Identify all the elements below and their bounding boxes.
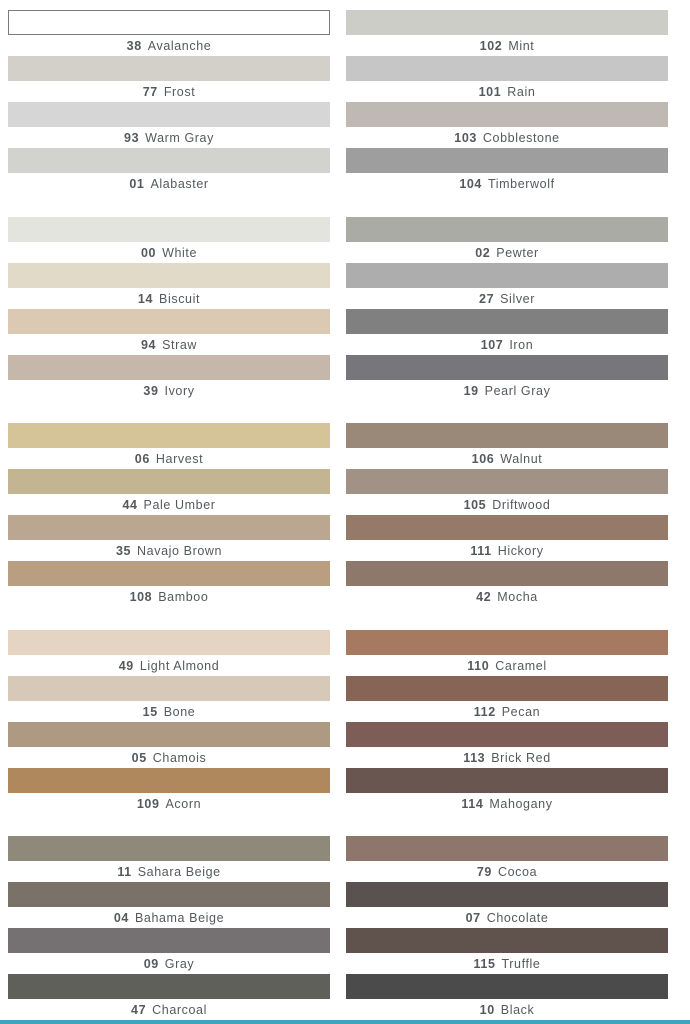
color-sample-harvest xyxy=(8,423,330,469)
color-label xyxy=(8,452,330,466)
color-sample-cobblestone xyxy=(346,102,668,148)
color-number: 38 xyxy=(126,39,142,53)
color-sample-bamboo xyxy=(8,561,330,607)
color-sample-pearl-gray xyxy=(346,355,668,401)
color-label xyxy=(346,705,668,719)
color-name: Pale Umber xyxy=(143,498,216,512)
color-swatch xyxy=(346,217,668,242)
color-label xyxy=(8,131,330,145)
color-name: Silver xyxy=(500,291,535,306)
color-swatch xyxy=(346,515,668,540)
color-label xyxy=(346,85,668,99)
color-swatch xyxy=(346,928,668,953)
color-swatch xyxy=(8,355,330,380)
color-label xyxy=(346,384,668,398)
color-number: 102 xyxy=(479,39,503,53)
color-number: 107 xyxy=(480,337,504,352)
color-label xyxy=(8,751,330,765)
color-sample-gray xyxy=(8,928,330,974)
color-swatch xyxy=(8,928,330,953)
color-sample-rain xyxy=(346,56,668,102)
color-swatch xyxy=(8,10,330,35)
color-sample-mocha xyxy=(346,561,668,607)
color-swatch xyxy=(8,56,330,81)
color-sample-walnut xyxy=(346,423,668,469)
color-swatch xyxy=(8,263,330,288)
color-swatch xyxy=(8,561,330,586)
color-label xyxy=(8,705,330,719)
color-swatch xyxy=(346,56,668,81)
color-name: Cocoa xyxy=(497,865,538,879)
color-label xyxy=(346,957,668,971)
color-name: Warm Gray xyxy=(145,131,214,145)
color-name: Biscuit xyxy=(159,291,201,306)
color-swatch xyxy=(346,469,668,494)
color-name: Rain xyxy=(507,85,536,99)
color-name: Charcoal xyxy=(152,1003,207,1017)
color-swatch xyxy=(346,882,668,907)
color-sample-acorn xyxy=(8,768,330,814)
color-name: Alabaster xyxy=(150,177,209,191)
color-label xyxy=(8,659,330,673)
color-name: Iron xyxy=(509,337,534,352)
color-number: 47 xyxy=(131,1003,147,1017)
color-sample-pewter xyxy=(346,217,668,263)
color-label xyxy=(8,590,330,604)
color-swatch xyxy=(8,630,330,655)
color-name: Truffle xyxy=(501,957,541,971)
color-label xyxy=(346,39,668,53)
color-sample-sahara-beige xyxy=(8,836,330,882)
color-swatch xyxy=(8,836,330,861)
color-sample-bahama-beige xyxy=(8,882,330,928)
color-swatch xyxy=(8,974,330,999)
color-number: 94 xyxy=(140,337,157,352)
color-sample-avalanche xyxy=(8,10,330,56)
color-name: Caramel xyxy=(495,658,547,673)
color-name: Mint xyxy=(508,39,535,53)
color-swatch xyxy=(346,423,668,448)
color-name: Mahogany xyxy=(489,796,553,811)
color-name: Acorn xyxy=(165,796,202,811)
color-number: 06 xyxy=(134,452,150,466)
color-name: Chocolate xyxy=(486,911,549,925)
color-label xyxy=(346,659,668,673)
color-swatch xyxy=(8,309,330,334)
color-number: 07 xyxy=(465,911,481,925)
color-swatch xyxy=(8,217,330,242)
color-number: 09 xyxy=(143,957,159,971)
color-label xyxy=(8,865,330,879)
color-number: 105 xyxy=(463,498,487,512)
color-name: Avalanche xyxy=(147,39,212,53)
color-label xyxy=(8,498,330,512)
color-swatch xyxy=(346,768,668,793)
color-swatch xyxy=(8,882,330,907)
color-sample-charcoal xyxy=(8,974,330,1020)
color-number: 42 xyxy=(476,590,492,604)
color-label xyxy=(8,177,330,191)
color-sample-navajo-brown xyxy=(8,515,330,561)
color-swatch xyxy=(8,768,330,793)
color-sample-brick-red xyxy=(346,722,668,768)
color-number: 35 xyxy=(115,544,132,558)
color-label xyxy=(346,498,668,512)
color-sample-light-almond xyxy=(8,630,330,676)
color-name: Hickory xyxy=(497,544,544,558)
color-name: Timberwolf xyxy=(487,177,555,191)
color-number: 00 xyxy=(140,245,157,260)
color-number: 44 xyxy=(122,498,138,512)
color-number: 103 xyxy=(454,131,477,145)
color-number: 02 xyxy=(475,245,491,260)
color-number: 39 xyxy=(143,383,159,398)
color-sample-timberwolf xyxy=(346,148,668,194)
color-swatch xyxy=(346,10,668,35)
color-number: 10 xyxy=(479,1003,495,1017)
color-sample-silver xyxy=(346,263,668,309)
color-label xyxy=(8,544,330,558)
color-sample-chamois xyxy=(8,722,330,768)
color-sample-driftwood xyxy=(346,469,668,515)
color-sample-truffle xyxy=(346,928,668,974)
color-name: Pewter xyxy=(496,245,539,260)
color-swatch xyxy=(346,309,668,334)
color-label xyxy=(346,246,668,260)
color-name: Bahama Beige xyxy=(134,911,225,925)
color-label xyxy=(346,751,668,765)
color-label xyxy=(8,797,330,811)
color-name: Pearl Gray xyxy=(484,383,551,398)
color-label xyxy=(8,1003,330,1017)
color-sample-caramel xyxy=(346,630,668,676)
color-label xyxy=(346,797,668,811)
color-number: 11 xyxy=(117,865,132,879)
color-sample-hickory xyxy=(346,515,668,561)
color-number: 111 xyxy=(470,544,492,558)
bottom-rule xyxy=(0,1020,690,1024)
color-number: 27 xyxy=(479,291,495,306)
color-name: Cobblestone xyxy=(482,131,560,145)
color-name: Chamois xyxy=(152,750,207,765)
color-number: 15 xyxy=(142,704,158,719)
color-label xyxy=(346,911,668,925)
color-name: Sahara Beige xyxy=(137,865,221,879)
color-sample-alabaster xyxy=(8,148,330,194)
color-name: Bamboo xyxy=(158,590,209,604)
color-sample-cocoa xyxy=(346,836,668,882)
color-name: Bone xyxy=(163,704,196,719)
color-number: 79 xyxy=(476,865,492,879)
color-label xyxy=(346,292,668,306)
color-swatch xyxy=(8,515,330,540)
color-name: Black xyxy=(500,1003,535,1017)
color-name: Ivory xyxy=(164,383,195,398)
color-sample-pale-umber xyxy=(8,469,330,515)
color-name: Mocha xyxy=(497,590,538,604)
color-sample-mint xyxy=(346,10,668,56)
color-name: Gray xyxy=(164,957,195,971)
color-sample-bone xyxy=(8,676,330,722)
color-swatch xyxy=(346,836,668,861)
color-swatch xyxy=(346,630,668,655)
color-sample-mahogany xyxy=(346,768,668,814)
color-number: 14 xyxy=(137,291,154,306)
color-name: Frost xyxy=(163,85,196,99)
color-name: Light Almond xyxy=(139,658,220,673)
color-name: White xyxy=(162,245,198,260)
color-swatch xyxy=(8,469,330,494)
color-number: 19 xyxy=(463,383,479,398)
color-label xyxy=(8,39,330,53)
color-number: 93 xyxy=(124,131,140,145)
color-sample-pecan xyxy=(346,676,668,722)
color-number: 108 xyxy=(129,590,153,604)
color-swatch xyxy=(346,148,668,173)
color-swatch xyxy=(346,102,668,127)
color-number: 05 xyxy=(131,750,147,765)
color-sample-chocolate xyxy=(346,882,668,928)
color-name: Pecan xyxy=(501,704,541,719)
color-swatch xyxy=(346,974,668,999)
color-label xyxy=(8,246,330,260)
color-name: Straw xyxy=(162,337,198,352)
color-swatch xyxy=(346,676,668,701)
color-name: Driftwood xyxy=(492,498,551,512)
color-label xyxy=(346,177,668,191)
color-label xyxy=(8,384,330,398)
color-label xyxy=(8,292,330,306)
color-number: 114 xyxy=(461,796,484,811)
color-label xyxy=(8,911,330,925)
color-label xyxy=(346,452,668,466)
color-swatch xyxy=(8,102,330,127)
color-number: 49 xyxy=(118,658,134,673)
color-swatch xyxy=(346,355,668,380)
color-label xyxy=(8,957,330,971)
color-swatch xyxy=(346,263,668,288)
color-name: Navajo Brown xyxy=(137,544,223,558)
color-number: 104 xyxy=(459,177,482,191)
color-number: 101 xyxy=(478,85,502,99)
color-sample-straw xyxy=(8,309,330,355)
color-name: Harvest xyxy=(155,452,204,466)
color-sample-biscuit xyxy=(8,263,330,309)
color-number: 04 xyxy=(113,911,129,925)
color-swatch xyxy=(8,676,330,701)
color-swatch xyxy=(346,722,668,747)
color-sample-frost xyxy=(8,56,330,102)
color-label xyxy=(346,1003,668,1017)
color-number: 112 xyxy=(473,704,496,719)
color-swatch xyxy=(8,423,330,448)
color-number: 113 xyxy=(463,750,486,765)
color-swatch xyxy=(8,722,330,747)
color-label xyxy=(346,338,668,352)
color-label xyxy=(346,865,668,879)
color-number: 115 xyxy=(473,957,496,971)
color-sample-warm-gray xyxy=(8,102,330,148)
color-label xyxy=(346,131,668,145)
color-number: 109 xyxy=(136,796,160,811)
color-swatch xyxy=(8,148,330,173)
color-number: 106 xyxy=(471,452,495,466)
color-sample-black xyxy=(346,974,668,1020)
color-label xyxy=(8,85,330,99)
color-number: 110 xyxy=(467,658,490,673)
color-label xyxy=(346,544,668,558)
color-label xyxy=(346,590,668,604)
color-sample-iron xyxy=(346,309,668,355)
color-swatch xyxy=(346,561,668,586)
color-sample-white xyxy=(8,217,330,263)
color-label xyxy=(8,338,330,352)
color-name: Brick Red xyxy=(491,750,551,765)
color-number: 01 xyxy=(129,177,145,191)
color-number: 77 xyxy=(142,85,158,99)
color-sample-ivory xyxy=(8,355,330,401)
color-name: Walnut xyxy=(500,452,543,466)
